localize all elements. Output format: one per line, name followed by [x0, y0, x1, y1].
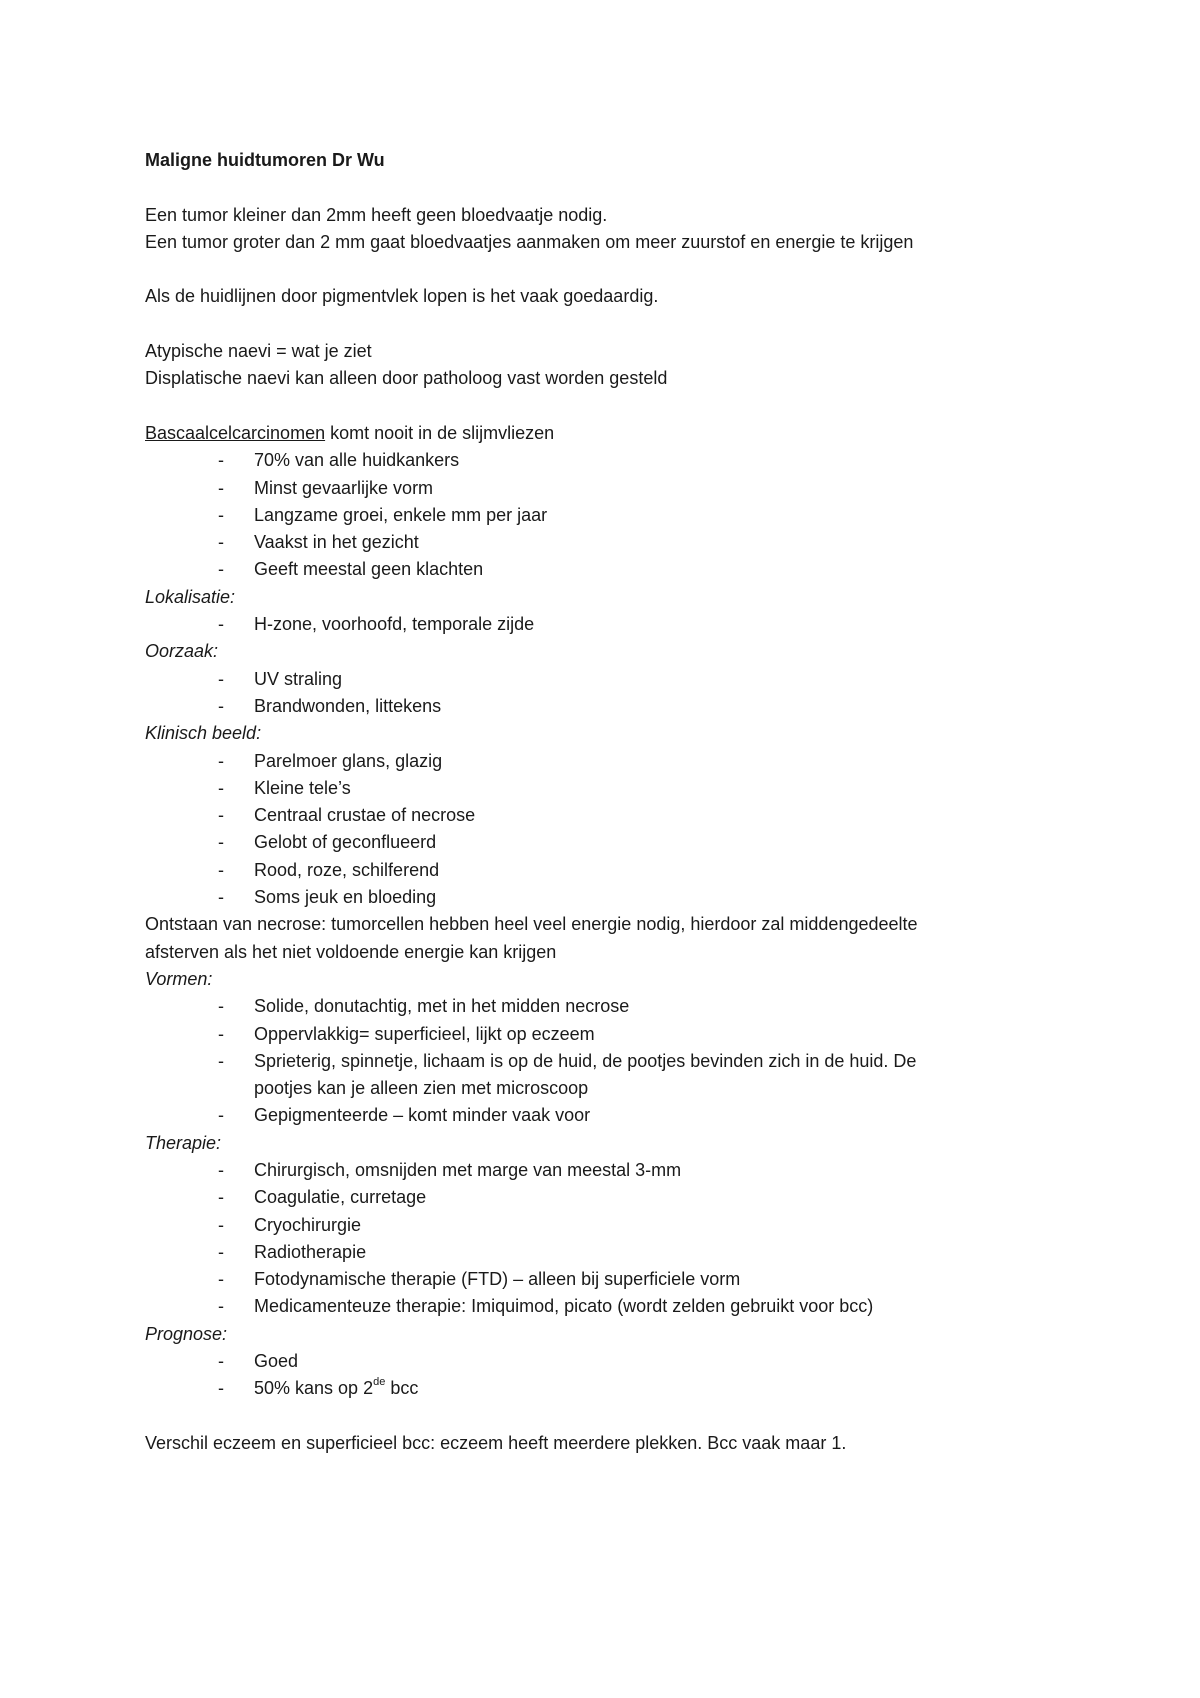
list-item: [145, 1184, 1065, 1211]
list-item-text: Solide, donutachtig, met in het midden necrose: [254, 996, 630, 1017]
lokalisatie-list: [145, 611, 1065, 638]
blank-line: [145, 311, 1065, 338]
list-item-text: Brandwonden, littekens: [254, 695, 442, 716]
dash-bullet: -: [218, 1241, 224, 1262]
list-item-text: Gelobt of geconflueerd: [254, 832, 437, 853]
list-item-text: Kleine tele’s: [254, 777, 351, 798]
list-item-text: Chirurgisch, omsnijden met marge van meestal 3-mm: [254, 1159, 682, 1180]
list-item: [145, 1048, 1065, 1103]
list-item-text: Vaakst in het gezicht: [254, 532, 419, 553]
section-label-vormen: Vormen:: [145, 968, 213, 989]
list-item-text-continued: pootjes kan je alleen zien met microscoop: [254, 1078, 589, 1099]
list-item: [145, 556, 1065, 583]
dash-bullet: -: [218, 532, 224, 553]
intro-line-1: Een tumor kleiner dan 2mm heeft geen bloedvaatje nodig.: [145, 204, 608, 225]
dash-bullet: -: [218, 504, 224, 525]
huidlijnen-paragraph: Als de huidlijnen door pigmentvlek lopen is het vaak goedaardig.: [145, 286, 659, 307]
dash-bullet: -: [218, 1050, 224, 1071]
list-item-text-suffix: bcc: [385, 1378, 419, 1399]
list-item: [145, 529, 1065, 556]
dash-bullet: -: [218, 750, 224, 771]
dash-bullet: -: [218, 859, 224, 880]
list-item: [145, 993, 1065, 1020]
section-label-oorzaak: Oorzaak:: [145, 641, 219, 662]
blank-line: [145, 393, 1065, 420]
bcc-heading-rest: komt nooit in de slijmvliezen: [325, 422, 555, 443]
list-item-text: Radiotherapie: [254, 1241, 367, 1262]
list-item-text: 70% van alle huidkankers: [254, 450, 460, 471]
list-item-text: Coagulatie, curretage: [254, 1187, 427, 1208]
list-item: [145, 748, 1065, 775]
dash-bullet: -: [218, 668, 224, 689]
verschil-paragraph: Verschil eczeem en superficieel bcc: eczeem heeft meerdere plekken. Bcc vaak maar 1.: [145, 1432, 847, 1453]
section-label-therapie: Therapie:: [145, 1132, 222, 1153]
list-item: [145, 1293, 1065, 1320]
list-item: [145, 802, 1065, 829]
list-item: [145, 475, 1065, 502]
list-item-text: Soms jeuk en bloeding: [254, 887, 437, 908]
section-label-klinisch-beeld: Klinisch beeld:: [145, 723, 262, 744]
list-item: [145, 1157, 1065, 1184]
list-item: [145, 666, 1065, 693]
dash-bullet: -: [218, 1214, 224, 1235]
list-item-text: Goed: [254, 1351, 299, 1372]
list-item-text: Rood, roze, schilferend: [254, 859, 440, 880]
list-item-text: Oppervlakkig= superficieel, lijkt op eczeem: [254, 1023, 595, 1044]
list-item-text: H-zone, voorhoofd, temporale zijde: [254, 614, 535, 635]
list-item: [145, 1212, 1065, 1239]
list-item: [145, 611, 1065, 638]
list-item: [145, 1348, 1065, 1375]
necrose-line-1: Ontstaan van necrose: tumorcellen hebben heel veel energie nodig, hierdoor zal middengedeelte: [145, 914, 918, 935]
dash-bullet: -: [218, 887, 224, 908]
list-item: [145, 1102, 1065, 1129]
dash-bullet: -: [218, 777, 224, 798]
dash-bullet: -: [218, 477, 224, 498]
document-body: [145, 147, 1065, 1457]
list-item-text: Minst gevaarlijke vorm: [254, 477, 434, 498]
list-item-text: Fotodynamische therapie (FTD) – alleen bij superficiele vorm: [254, 1269, 741, 1290]
list-item-text: UV straling: [254, 668, 343, 689]
dash-bullet: -: [218, 614, 224, 635]
bcc-general-list: [145, 447, 1065, 583]
page-title: Maligne huidtumoren Dr Wu: [145, 150, 385, 170]
bcc-heading-underlined: Bascaalcelcarcinomen: [145, 422, 326, 443]
section-label-prognose: Prognose:: [145, 1323, 228, 1344]
bcc-heading: [145, 420, 1065, 447]
list-item-text: 50% kans op 2: [254, 1378, 374, 1399]
dash-bullet: -: [218, 1269, 224, 1290]
dash-bullet: -: [218, 805, 224, 826]
intro-line-2: Een tumor groter dan 2 mm gaat bloedvaatjes aanmaken om meer zuurstof en energie te krijgen: [145, 231, 914, 252]
dash-bullet: -: [218, 695, 224, 716]
list-item-text: Medicamenteuze therapie: Imiquimod, picato (wordt zelden gebruikt voor bcc): [254, 1296, 874, 1317]
list-item-text: Cryochirurgie: [254, 1214, 362, 1235]
naevi-line-1: Atypische naevi = wat je ziet: [145, 341, 372, 362]
naevi-line-2: Displatische naevi kan alleen door patholoog vast worden gesteld: [145, 368, 668, 389]
list-item-text: Parelmoer glans, glazig: [254, 750, 443, 771]
dash-bullet: -: [218, 1296, 224, 1317]
list-item-text: Langzame groei, enkele mm per jaar: [254, 504, 548, 525]
necrose-line-2: afsterven als het niet voldoende energie kan krijgen: [145, 941, 557, 962]
list-item: [145, 447, 1065, 474]
list-item-text: Centraal crustae of necrose: [254, 805, 476, 826]
list-item: [145, 857, 1065, 884]
klinisch-beeld-list: [145, 748, 1065, 912]
ordinal-superscript: de: [373, 1376, 386, 1389]
blank-line: [145, 1403, 1065, 1430]
dash-bullet: -: [218, 1378, 224, 1399]
list-item: [145, 502, 1065, 529]
dash-bullet: -: [218, 996, 224, 1017]
dash-bullet: -: [218, 1023, 224, 1044]
list-item: [145, 1239, 1065, 1266]
list-item: [145, 775, 1065, 802]
list-item-text: Geeft meestal geen klachten: [254, 559, 484, 580]
list-item: [145, 1266, 1065, 1293]
dash-bullet: -: [218, 559, 224, 580]
list-item: [145, 1375, 1065, 1402]
prognose-list: [145, 1348, 1065, 1403]
dash-bullet: -: [218, 450, 224, 471]
list-item: [145, 884, 1065, 911]
dash-bullet: -: [218, 1187, 224, 1208]
list-item: [145, 1021, 1065, 1048]
dash-bullet: -: [218, 832, 224, 853]
oorzaak-list: [145, 666, 1065, 721]
dash-bullet: -: [218, 1105, 224, 1126]
vormen-list: [145, 993, 1065, 1129]
section-label-lokalisatie: Lokalisatie:: [145, 586, 236, 607]
therapie-list: [145, 1157, 1065, 1321]
list-item-text: Sprieterig, spinnetje, lichaam is op de huid, de pootjes bevinden zich in de huid. De: [254, 1050, 917, 1071]
list-item: [145, 829, 1065, 856]
blank-line: [145, 256, 1065, 283]
blank-line: [145, 174, 1065, 201]
dash-bullet: -: [218, 1159, 224, 1180]
dash-bullet: -: [218, 1351, 224, 1372]
list-item: [145, 693, 1065, 720]
list-item-text: Gepigmenteerde – komt minder vaak voor: [254, 1105, 591, 1126]
